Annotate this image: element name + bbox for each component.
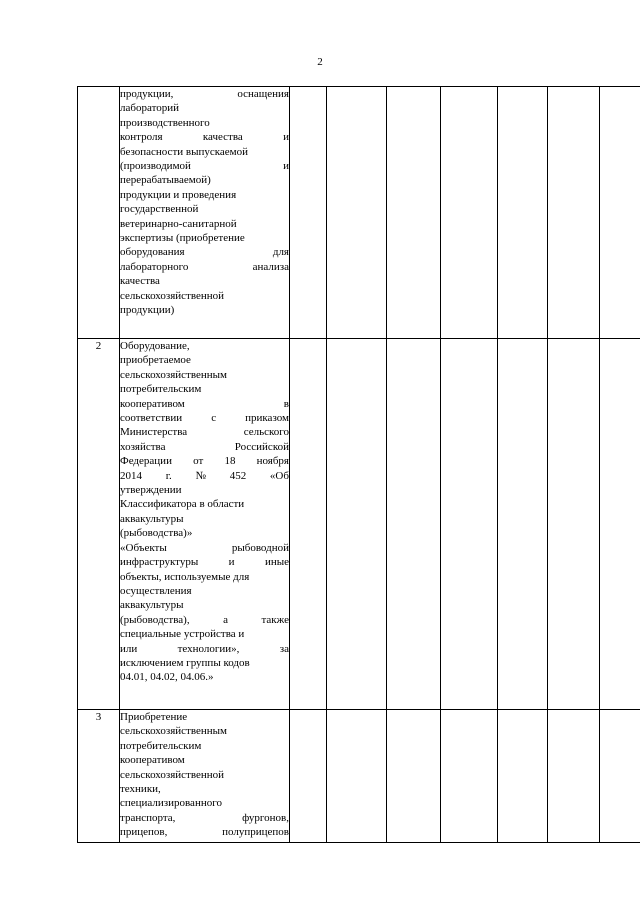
text-word: технологии», xyxy=(177,642,240,655)
row-number-cell: 3 xyxy=(78,710,120,843)
text-line xyxy=(120,642,289,656)
text-word: (рыбоводства), xyxy=(120,613,190,626)
text-line xyxy=(120,289,289,303)
text-line xyxy=(120,469,289,483)
text-word: 04.01, 04.02, 04.06.» xyxy=(120,671,214,684)
table-row xyxy=(78,339,640,710)
text-word: качества xyxy=(202,131,243,144)
row-description-cell xyxy=(120,339,290,710)
text-line xyxy=(120,188,289,202)
text-word: «Объекты xyxy=(120,541,167,554)
text-line xyxy=(120,526,289,540)
text-line xyxy=(120,656,289,670)
text-word: с xyxy=(211,412,217,425)
text-word: № xyxy=(195,469,206,482)
text-word: Классификатора в области xyxy=(120,498,245,511)
text-line xyxy=(120,217,289,231)
empty-value-cell xyxy=(498,87,548,339)
text-word: сельскохозяйственной xyxy=(120,289,225,302)
empty-value-cell xyxy=(290,87,327,339)
text-line xyxy=(120,584,289,598)
text-word: Оборудование, xyxy=(120,340,190,352)
row-number-cell: 2 xyxy=(78,339,120,710)
text-word: в xyxy=(283,397,289,410)
document-table xyxy=(77,86,640,843)
empty-value-cell xyxy=(290,710,327,843)
empty-value-cell xyxy=(327,710,387,843)
text-word: прицепов, xyxy=(120,826,168,839)
text-word: сельского xyxy=(243,426,289,439)
empty-value-cell xyxy=(498,710,548,843)
text-word: 2014 xyxy=(120,469,142,482)
text-line xyxy=(120,425,289,439)
text-line xyxy=(120,440,289,454)
text-line xyxy=(120,555,289,569)
text-line xyxy=(120,541,289,555)
text-line xyxy=(120,710,289,724)
empty-value-cell xyxy=(600,710,640,843)
text-word: или xyxy=(120,642,138,655)
text-line xyxy=(120,753,289,767)
text-line xyxy=(120,353,289,367)
text-word: утверждении xyxy=(120,484,182,497)
text-word: сельскохозяйственной xyxy=(120,768,225,781)
text-word: специальные устройства и xyxy=(120,628,245,641)
text-word: аквакультуры xyxy=(120,599,184,612)
table-row xyxy=(78,87,640,339)
empty-value-cell xyxy=(387,87,441,339)
text-word: перерабатываемой) xyxy=(120,174,211,187)
text-word: приказом xyxy=(245,412,289,425)
text-line xyxy=(120,497,289,511)
text-line xyxy=(120,411,289,425)
text-word: инфраструктуры xyxy=(120,556,199,569)
text-line xyxy=(120,382,289,396)
text-line xyxy=(120,570,289,584)
text-line xyxy=(120,454,289,468)
empty-value-cell xyxy=(441,87,498,339)
text-word: 18 xyxy=(224,455,236,468)
text-line xyxy=(120,397,289,411)
text-line xyxy=(120,483,289,497)
text-line xyxy=(120,627,289,641)
row-description-cell xyxy=(120,87,290,339)
text-line xyxy=(120,368,289,382)
text-word: ноября xyxy=(256,455,289,468)
empty-value-cell xyxy=(327,87,387,339)
text-word: специализированного xyxy=(120,797,222,810)
text-word: (производимой xyxy=(120,160,191,173)
text-word: государственной xyxy=(120,203,199,216)
text-line xyxy=(120,260,289,274)
text-line xyxy=(120,796,289,810)
empty-value-cell xyxy=(441,710,498,843)
empty-value-cell xyxy=(290,339,327,710)
text-word: безопасности выпускаемой xyxy=(120,145,249,158)
text-line xyxy=(120,670,289,684)
text-word: (рыбоводства)» xyxy=(120,527,193,540)
text-word: продукции и проведения xyxy=(120,188,237,201)
text-word: продукции) xyxy=(120,304,175,317)
text-word: Приобретение xyxy=(120,711,188,723)
text-word: Министерства xyxy=(120,426,188,439)
text-word: г. xyxy=(165,469,172,482)
text-line xyxy=(120,811,289,825)
empty-value-cell xyxy=(327,339,387,710)
text-word: техники, xyxy=(120,783,161,796)
text-line xyxy=(120,303,289,317)
text-line xyxy=(120,613,289,627)
text-word: кооперативом xyxy=(120,397,185,410)
text-line xyxy=(120,598,289,612)
text-word: аквакультуры xyxy=(120,512,184,525)
text-word: потребительским xyxy=(120,739,202,752)
page-number: 2 xyxy=(317,56,323,68)
text-word: и xyxy=(283,160,289,173)
text-line xyxy=(120,339,289,353)
text-word: оснащения xyxy=(237,88,289,100)
text-word: приобретаемое xyxy=(120,354,191,367)
empty-value-cell xyxy=(387,339,441,710)
row-number-cell xyxy=(78,87,120,339)
text-word: и xyxy=(228,556,235,569)
text-line xyxy=(120,87,289,101)
text-word: потребительским xyxy=(120,383,202,396)
text-word: лабораторного xyxy=(120,260,189,273)
text-word: сельскохозяйственным xyxy=(120,368,227,381)
text-word: экспертизы (приобретение xyxy=(120,232,245,245)
text-word: рыбоводной xyxy=(231,541,289,554)
text-word: продукции, xyxy=(120,88,174,100)
text-word: исключением группы кодов xyxy=(120,656,250,669)
text-line xyxy=(120,724,289,738)
text-line xyxy=(120,130,289,144)
text-word: «Об xyxy=(269,469,289,482)
empty-value-cell xyxy=(548,87,600,339)
empty-value-cell xyxy=(548,339,600,710)
text-word: и xyxy=(283,131,289,144)
empty-value-cell xyxy=(498,339,548,710)
text-word: для xyxy=(272,246,289,259)
text-word: кооперативом xyxy=(120,754,185,767)
empty-value-cell xyxy=(387,710,441,843)
empty-value-cell xyxy=(548,710,600,843)
text-word: 452 xyxy=(229,469,247,482)
text-word: анализа xyxy=(252,260,289,273)
text-word: производственного xyxy=(120,116,210,129)
text-word: сельскохозяйственным xyxy=(120,725,227,738)
text-word: контроля xyxy=(120,131,163,144)
text-line xyxy=(120,101,289,115)
text-word: а xyxy=(223,613,228,626)
text-line xyxy=(120,739,289,753)
text-word: оборудования xyxy=(120,246,185,259)
text-word: объекты, используемые для xyxy=(120,570,250,583)
text-word: ветеринарно-санитарной xyxy=(120,217,237,230)
text-line xyxy=(120,231,289,245)
text-word: соответствии xyxy=(120,412,183,425)
text-word: иные xyxy=(264,556,289,569)
text-line xyxy=(120,825,289,839)
table-row xyxy=(78,710,640,843)
empty-value-cell xyxy=(600,339,640,710)
text-word: лабораторий xyxy=(120,102,180,115)
empty-value-cell xyxy=(600,87,640,339)
text-word: Российской xyxy=(234,440,289,453)
text-line xyxy=(120,145,289,159)
text-line xyxy=(120,768,289,782)
text-word: осуществления xyxy=(120,584,192,597)
text-word: фургонов, xyxy=(242,811,289,824)
text-word: качества xyxy=(120,275,160,288)
text-word: хозяйства xyxy=(120,440,166,453)
text-line xyxy=(120,159,289,173)
text-line xyxy=(120,173,289,187)
text-word: Федерации xyxy=(120,455,172,468)
text-word: также xyxy=(261,613,289,626)
text-line xyxy=(120,116,289,130)
text-line xyxy=(120,202,289,216)
text-word: транспорта, xyxy=(120,811,176,824)
text-line xyxy=(120,512,289,526)
text-word: полуприцепов xyxy=(222,826,289,839)
text-line xyxy=(120,245,289,259)
text-line xyxy=(120,782,289,796)
text-word: за xyxy=(279,642,289,655)
row-description-cell xyxy=(120,710,290,843)
text-word: от xyxy=(193,455,204,468)
text-line xyxy=(120,274,289,288)
empty-value-cell xyxy=(441,339,498,710)
